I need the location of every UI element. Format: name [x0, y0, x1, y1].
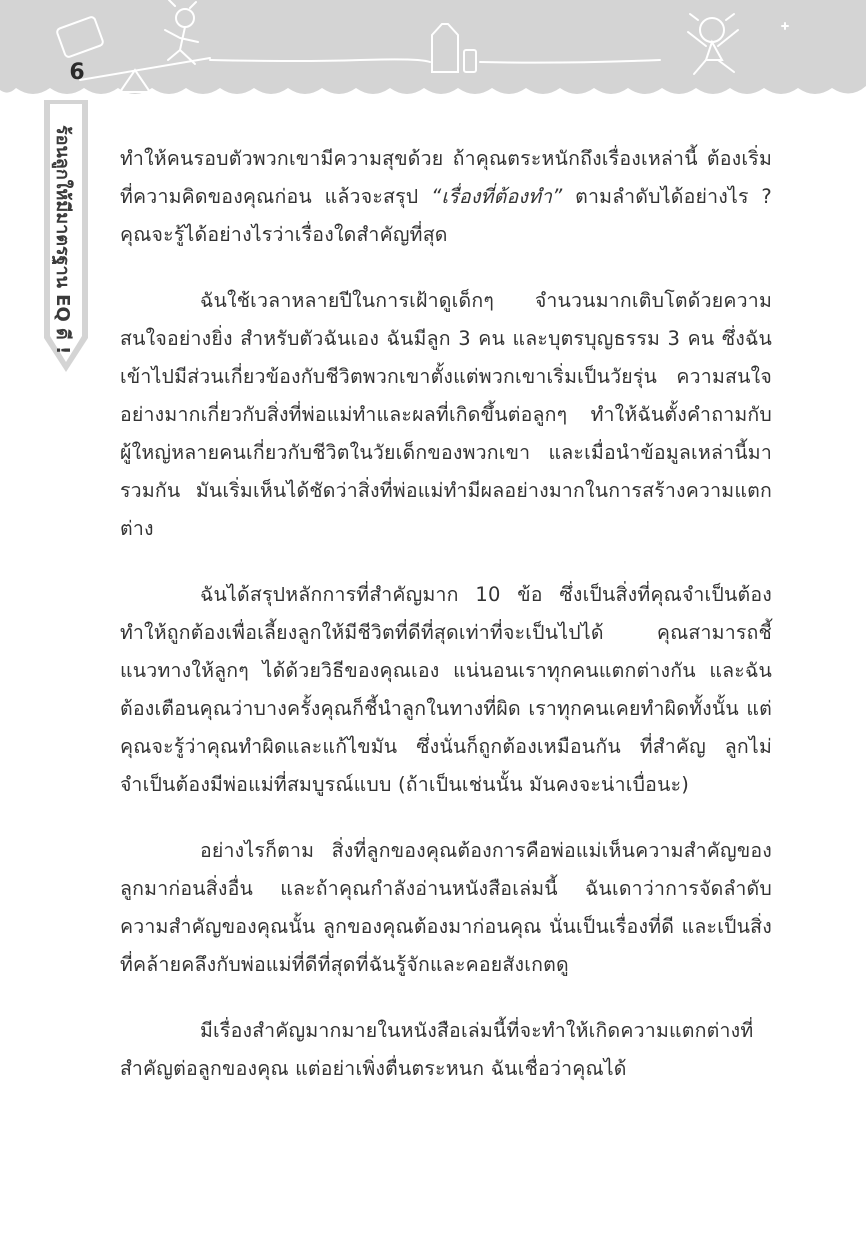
page-number: 6	[69, 60, 85, 85]
side-tab-title: ร้อนลูกให้มีมาตรฐาน EQ ดี !	[52, 125, 73, 355]
paragraph-5: มีเรื่องสำคัญมากมายในหนังสือเล่มนี้ที่จะทำให้เกิดความแตกต่างที่สำคัญต่อลูกของคุณ แต่อย่าเพิ่งตื่นตระหนก ฉันเชื่อว่าคุณได้	[120, 1019, 754, 1080]
paragraph-1-emphasis: “เรื่องที่ต้องทำ”	[431, 185, 563, 208]
paragraph-1	[120, 140, 772, 254]
paragraph-3: ฉันได้สรุปหลักการที่สำคัญมาก 10 ข้อ ซึ่งเป็นสิ่งที่คุณจำเป็นต้องทำให้ถูกต้องเพื่อเลี้ยงลูกให้มีชีวิตที่ดีที่สุดเท่าที่จะเป็นไปได้ คุณสามารถชี้แนวทางให้ลูกๆ ได้ด้วยวิธีของคุณเอง แน่นอนเราทุกคนแตกต่างกัน และฉันต้องเตือนคุณว่าบางครั้งคุณก็ชี้นำลูกในทางที่ผิด เราทุกคนเคยทำผิดทั้งนั้น แต่คุณจะรู้ว่าคุณทำผิดและแก้ไขมัน ซึ่งนั่นก็ถูกต้องเหมือนกัน ที่สำคัญ ลูกไม่จำเป็นต้องมีพ่อแม่ที่สมบูรณ์แบบ (ถ้าเป็นเช่นนั้น มันคงจะน่าเบื่อนะ)	[120, 583, 772, 796]
paragraph-1-text-a: ทำให้คนรอบตัวพวกเขามีความสุขด้วย ถ้าคุณตระหนักถึงเรื่องเหล่านี้ ต้องเริ่มที่ความคิดของคุณก่อน แล้วจะสรุป	[120, 147, 772, 208]
body-content	[120, 140, 772, 1116]
paragraph-1-text-b: ตามลำดับได้อย่างไร ? คุณจะรู้ได้อย่างไรว่าเรื่องใดสำคัญที่สุด	[120, 185, 772, 246]
header-band	[0, 0, 866, 110]
paragraph-4: อย่างไรก็ตาม สิ่งที่ลูกของคุณต้องการคือพ่อแม่เห็นความสำคัญของลูกมาก่อนสิ่งอื่น และถ้าคุณกำลังอ่านหนังสือเล่มนี้ ฉันเดาว่าการจัดลำดับความสำคัญของคุณนั้น ลูกของคุณต้องมาก่อนคุณ นั่นเป็นเรื่องที่ดี และเป็นสิ่งที่คล้ายคลึงกับพ่อแม่ที่ดีที่สุดที่ฉันรู้จักและคอยสังเกตดู	[120, 839, 772, 976]
paragraph-2: ฉันใช้เวลาหลายปีในการเฝ้าดูเด็กๆ จำนวนมากเติบโตด้วยความสนใจอย่างยิ่ง สำหรับตัวฉันเอง ฉันมีลูก 3 คน และบุตรบุญธรรม 3 คน ซึ่งฉันเข้าไปมีส่วนเกี่ยวข้องกับชีวิตพวกเขาตั้งแต่พวกเขาเริ่มเป็นวัยรุ่น ความสนใจอย่างมากเกี่ยวกับสิ่งที่พ่อแม่ทำและผลที่เกิดขึ้นต่อลูกๆ ทำให้ฉันตั้งคำถามกับผู้ใหญ่หลายคนเกี่ยวกับชีวิตในวัยเด็กของพวกเขา และเมื่อนำข้อมูลเหล่านี้มารวมกัน มันเริ่มเห็นได้ชัดว่าสิ่งที่พ่อแม่ทำมีผลอย่างมากในการสร้างความแตกต่าง	[120, 289, 772, 540]
